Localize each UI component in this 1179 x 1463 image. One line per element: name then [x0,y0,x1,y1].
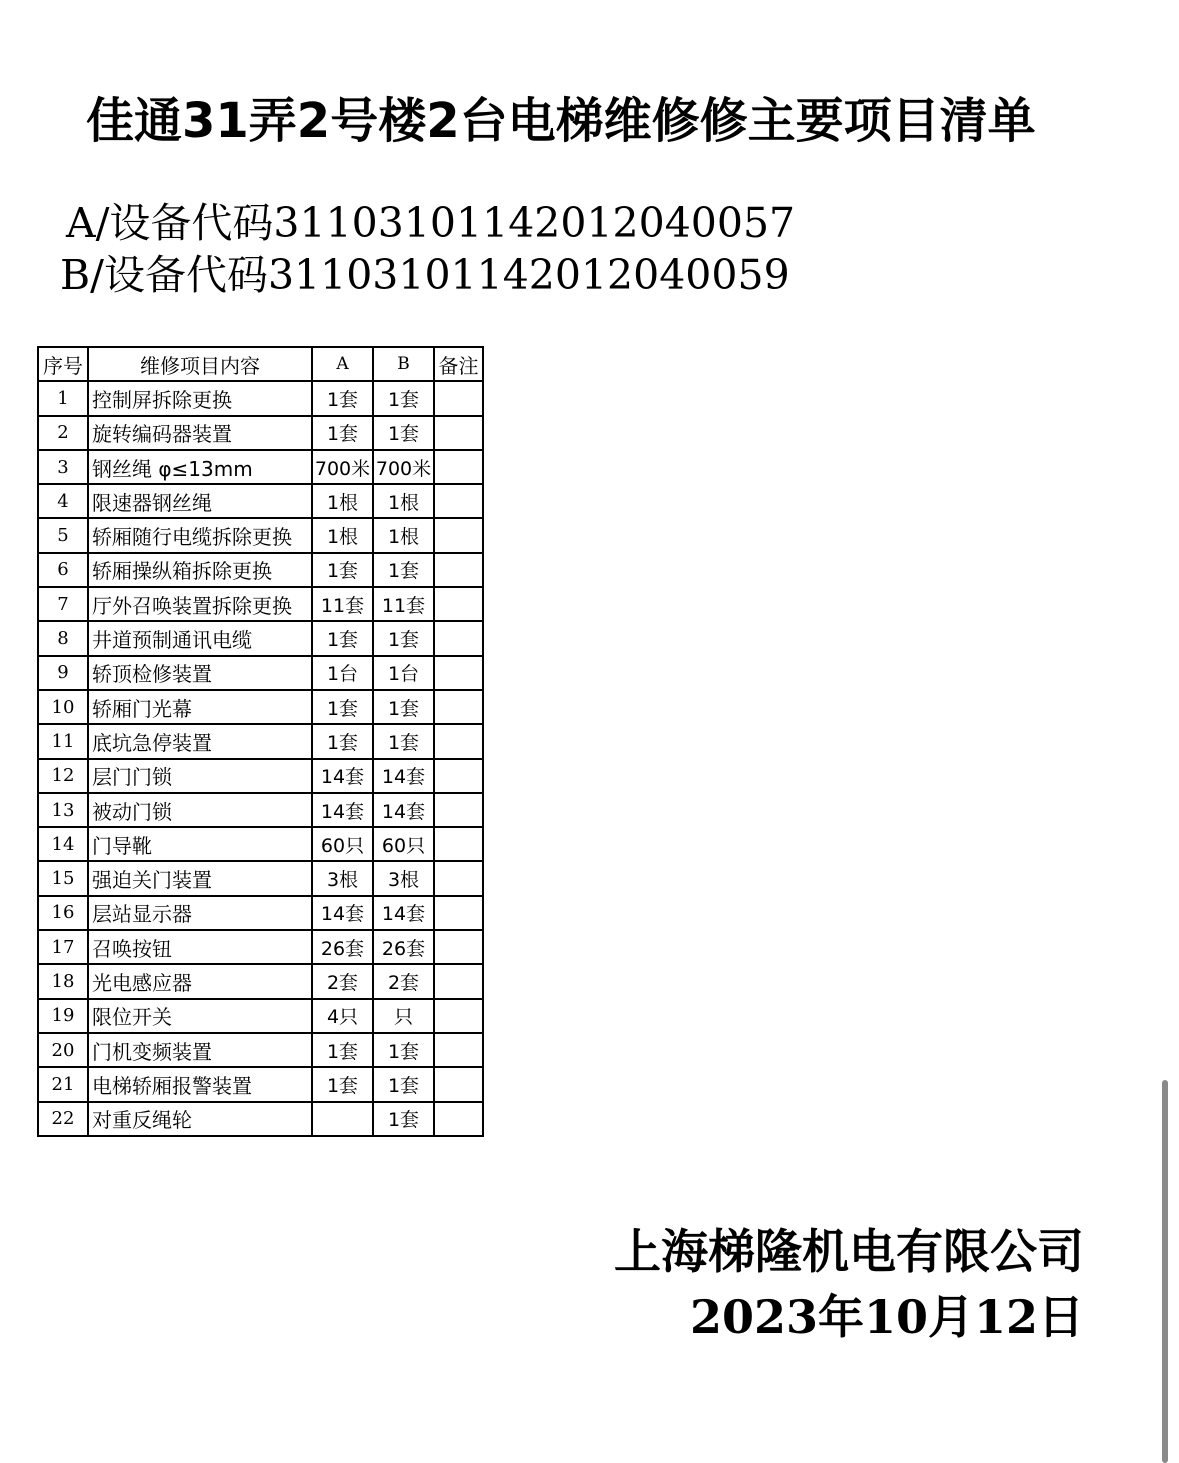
table-row [38,759,483,793]
row-index: 21 [38,1067,88,1101]
row-index: 10 [38,690,88,724]
row-qty-a: 14套 [312,896,373,930]
row-qty-a: 26套 [312,930,373,964]
table-row [38,484,483,518]
row-item: 门导靴 [88,827,312,861]
row-note [434,930,483,964]
row-qty-a: 4只 [312,999,373,1033]
row-index: 4 [38,484,88,518]
table-row [38,793,483,827]
repair-items-table [37,346,484,1137]
row-qty-a: 1套 [312,553,373,587]
row-qty-b: 1套 [373,1067,434,1101]
table-row [38,416,483,450]
row-note [434,484,483,518]
table-row [38,587,483,621]
row-qty-b: 1套 [373,1102,434,1136]
row-index: 12 [38,759,88,793]
row-index: 19 [38,999,88,1033]
row-note [434,450,483,484]
row-item: 电梯轿厢报警装置 [88,1067,312,1101]
row-qty-b: 1套 [373,1033,434,1067]
row-qty-a: 14套 [312,759,373,793]
row-index: 3 [38,450,88,484]
row-qty-b: 1根 [373,518,434,552]
row-item: 被动门锁 [88,793,312,827]
row-index: 6 [38,553,88,587]
row-qty-a: 1套 [312,1067,373,1101]
row-qty-b: 1套 [373,416,434,450]
row-index: 11 [38,724,88,758]
header-a: A [312,347,373,381]
row-note [434,518,483,552]
row-qty-b: 26套 [373,930,434,964]
row-item: 井道预制通讯电缆 [88,621,312,655]
row-note [434,416,483,450]
row-index: 7 [38,587,88,621]
row-qty-b: 3根 [373,861,434,895]
row-index: 1 [38,381,88,415]
row-note [434,621,483,655]
vertical-scrollbar[interactable] [1162,1080,1168,1463]
row-note [434,587,483,621]
row-item: 轿厢操纵箱拆除更换 [88,553,312,587]
row-note [434,827,483,861]
row-qty-b: 14套 [373,896,434,930]
row-qty-a: 1套 [312,724,373,758]
company-name: 上海梯隆机电有限公司 [614,1225,1084,1280]
row-qty-a: 3根 [312,861,373,895]
row-qty-a: 11套 [312,587,373,621]
row-qty-a: 60只 [312,827,373,861]
row-qty-b: 1套 [373,724,434,758]
table-row [38,656,483,690]
row-index: 13 [38,793,88,827]
row-note [434,656,483,690]
row-item: 底坑急停装置 [88,724,312,758]
table-row [38,896,483,930]
table-row [38,621,483,655]
row-note [434,1033,483,1067]
table-row [38,518,483,552]
row-qty-b: 14套 [373,793,434,827]
row-qty-b: 11套 [373,587,434,621]
table-row [38,450,483,484]
row-item: 轿厢门光幕 [88,690,312,724]
row-qty-b: 1套 [373,381,434,415]
row-index: 5 [38,518,88,552]
row-note [434,381,483,415]
row-qty-a: 1根 [312,484,373,518]
row-note [434,999,483,1033]
row-note [434,759,483,793]
row-qty-a: 1根 [312,518,373,552]
row-qty-b: 1套 [373,553,434,587]
table-row [38,381,483,415]
row-qty-b: 1套 [373,621,434,655]
table-row [38,999,483,1033]
row-index: 16 [38,896,88,930]
header-note: 备注 [434,347,483,381]
row-item: 控制屏拆除更换 [88,381,312,415]
row-item: 厅外召唤装置拆除更换 [88,587,312,621]
row-note [434,553,483,587]
row-qty-b: 1根 [373,484,434,518]
row-index: 22 [38,1102,88,1136]
table-row [38,724,483,758]
row-qty-a [312,1102,373,1136]
row-item: 光电感应器 [88,964,312,998]
row-qty-a: 700米 [312,450,373,484]
row-qty-a: 14套 [312,793,373,827]
row-qty-b: 60只 [373,827,434,861]
table-row [38,553,483,587]
header-item: 维修项目内容 [88,347,312,381]
document-title: 佳通31弄2号楼2台电梯维修修主要项目清单 [86,93,1036,149]
row-qty-b: 1台 [373,656,434,690]
row-item: 限速器钢丝绳 [88,484,312,518]
row-qty-b: 700米 [373,450,434,484]
row-note [434,724,483,758]
row-item: 对重反绳轮 [88,1102,312,1136]
row-index: 20 [38,1033,88,1067]
table-row [38,690,483,724]
table-row [38,1102,483,1136]
row-item: 门机变频装置 [88,1033,312,1067]
row-note [434,1102,483,1136]
row-qty-b: 14套 [373,759,434,793]
row-qty-a: 1套 [312,416,373,450]
row-item: 召唤按钮 [88,930,312,964]
row-item: 钢丝绳 φ≤13mm [88,450,312,484]
row-qty-b: 2套 [373,964,434,998]
row-index: 9 [38,656,88,690]
row-qty-a: 1套 [312,690,373,724]
row-note [434,1067,483,1101]
row-index: 17 [38,930,88,964]
table-header-row [38,347,483,381]
row-qty-b: 1套 [373,690,434,724]
row-item: 轿顶检修装置 [88,656,312,690]
row-item: 旋转编码器装置 [88,416,312,450]
row-item: 层站显示器 [88,896,312,930]
row-qty-a: 1台 [312,656,373,690]
header-b: B [373,347,434,381]
row-qty-a: 1套 [312,381,373,415]
row-note [434,964,483,998]
row-note [434,861,483,895]
row-qty-a: 2套 [312,964,373,998]
row-note [434,690,483,724]
row-note [434,793,483,827]
row-index: 15 [38,861,88,895]
row-item: 轿厢随行电缆拆除更换 [88,518,312,552]
table-row [38,1033,483,1067]
device-code-a: A/设备代码31103101142012040057 [66,199,796,247]
row-qty-b: 只 [373,999,434,1033]
row-item: 限位开关 [88,999,312,1033]
table-row [38,930,483,964]
row-item: 层门门锁 [88,759,312,793]
row-qty-a: 1套 [312,1033,373,1067]
row-item: 强迫关门装置 [88,861,312,895]
table-row [38,964,483,998]
row-index: 14 [38,827,88,861]
row-index: 18 [38,964,88,998]
header-index: 序号 [38,347,88,381]
row-index: 8 [38,621,88,655]
row-note [434,896,483,930]
table-row [38,827,483,861]
row-index: 2 [38,416,88,450]
table-row [38,1067,483,1101]
document-date: 2023年10月12日 [689,1290,1084,1344]
device-code-b: B/设备代码31103101142012040059 [60,251,790,299]
row-qty-a: 1套 [312,621,373,655]
table-row [38,861,483,895]
